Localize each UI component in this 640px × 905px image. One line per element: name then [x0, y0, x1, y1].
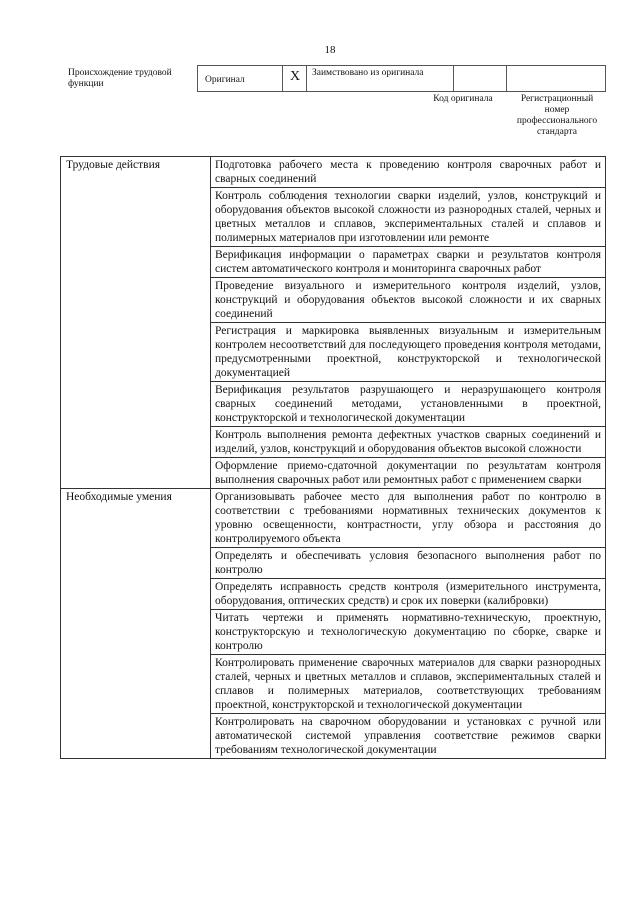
table-cell-item: Определять исправность средств контроля (измерительного инструмента, оборудования, оптических средств) и срок их поверки (калибровки) [211, 579, 606, 610]
table-cell-item: Подготовка рабочего места к проведению контроля сварочных работ и сварных соединений [211, 157, 606, 188]
borrowed-cell [307, 66, 454, 91]
table-cell-item: Определять и обеспечивать условия безопасного выполнения работ по контролю [211, 548, 606, 579]
table-cell-item: Контролировать на сварочном оборудовании и установках с ручной или автоматической системой управления соответствие режимов сварки требованиям технологической документации [211, 714, 606, 759]
table-cell-item: Оформление приемо-сдаточной документации по результатам контроля выполнения сварочных работ или ремонтных работ с применением сварки [211, 458, 606, 489]
table-cell-item: Проведение визуального и измерительного контроля изделий, узлов, конструкций и оборудования объектов высокой сложности и их сварных соединений [211, 278, 606, 323]
table-row [61, 157, 606, 188]
table-cell-item: Читать чертежи и применять нормативно-техническую, проектную, конструкторскую и технологическую документацию по сборке, сварке и контролю [211, 610, 606, 655]
table-cell-item: Контроль выполнения ремонта дефектных участков сварных соединений и изделий, узлов, конструкций и оборудования объектов высокой сложности [211, 427, 606, 458]
table-cell-item: Верификация результатов разрушающего и неразрушающего контроля сварных соединений методами, установленными в проектной, конструкторской и технологической документации [211, 382, 606, 427]
functions-table [60, 156, 606, 759]
reg-number-cell [507, 66, 605, 91]
code-cell [454, 66, 507, 91]
table-row [61, 489, 606, 548]
table-cell-item: Верификация информации о параметрах сварки и результатов контроля систем автоматического контроля и мониторинга сварочных работ [211, 247, 606, 278]
borrowed-label: Заимствовано из оригинала [312, 68, 424, 78]
original-mark-cell [283, 66, 307, 91]
original-mark: X [289, 69, 301, 84]
table-cell-item: Контроль соблюдения технологии сварки изделий, узлов, конструкций и оборудования объектов высокой сложности из разнородных сталей, черных и цветных металлов и сплавов, экспериментальных сталей и сплавов и полимерных материалов при изготовлении или ремонте [211, 188, 606, 247]
code-caption: Код оригинала [433, 94, 493, 104]
original-cell [198, 66, 283, 91]
table-cell-item: Контролировать применение сварочных материалов для сварки разнородных сталей, черных и цветных металлов и сплавов, экспериментальных сталей и сплавов и полимерных материалов, соответствующих требованиям проектной, конструкторской и технологической документации [211, 655, 606, 714]
section-title: Необходимые умения [61, 489, 211, 759]
section-title: Трудовые действия [61, 157, 211, 489]
origin-table [197, 65, 606, 92]
page-number: 18 [324, 44, 336, 56]
table-cell-item: Регистрация и маркировка выявленных визуальным и измерительным контролем несоответствий для последующего проведения контроля методами, предусмотренными проектной, конструкторской и технологической документацией [211, 323, 606, 382]
reg-caption: Регистрационный номер профессионального стандарта [516, 94, 598, 137]
origin-label: Происхождение трудовой функции [68, 68, 172, 89]
table-cell-item: Организовывать рабочее место для выполнения работ по контролю в соответствии с требованиями нормативных технических документов к уровню освещенности, контрастности, углу обзора и расстояния до контролируемого объекта [211, 489, 606, 548]
original-label: Оригинал [205, 75, 245, 85]
